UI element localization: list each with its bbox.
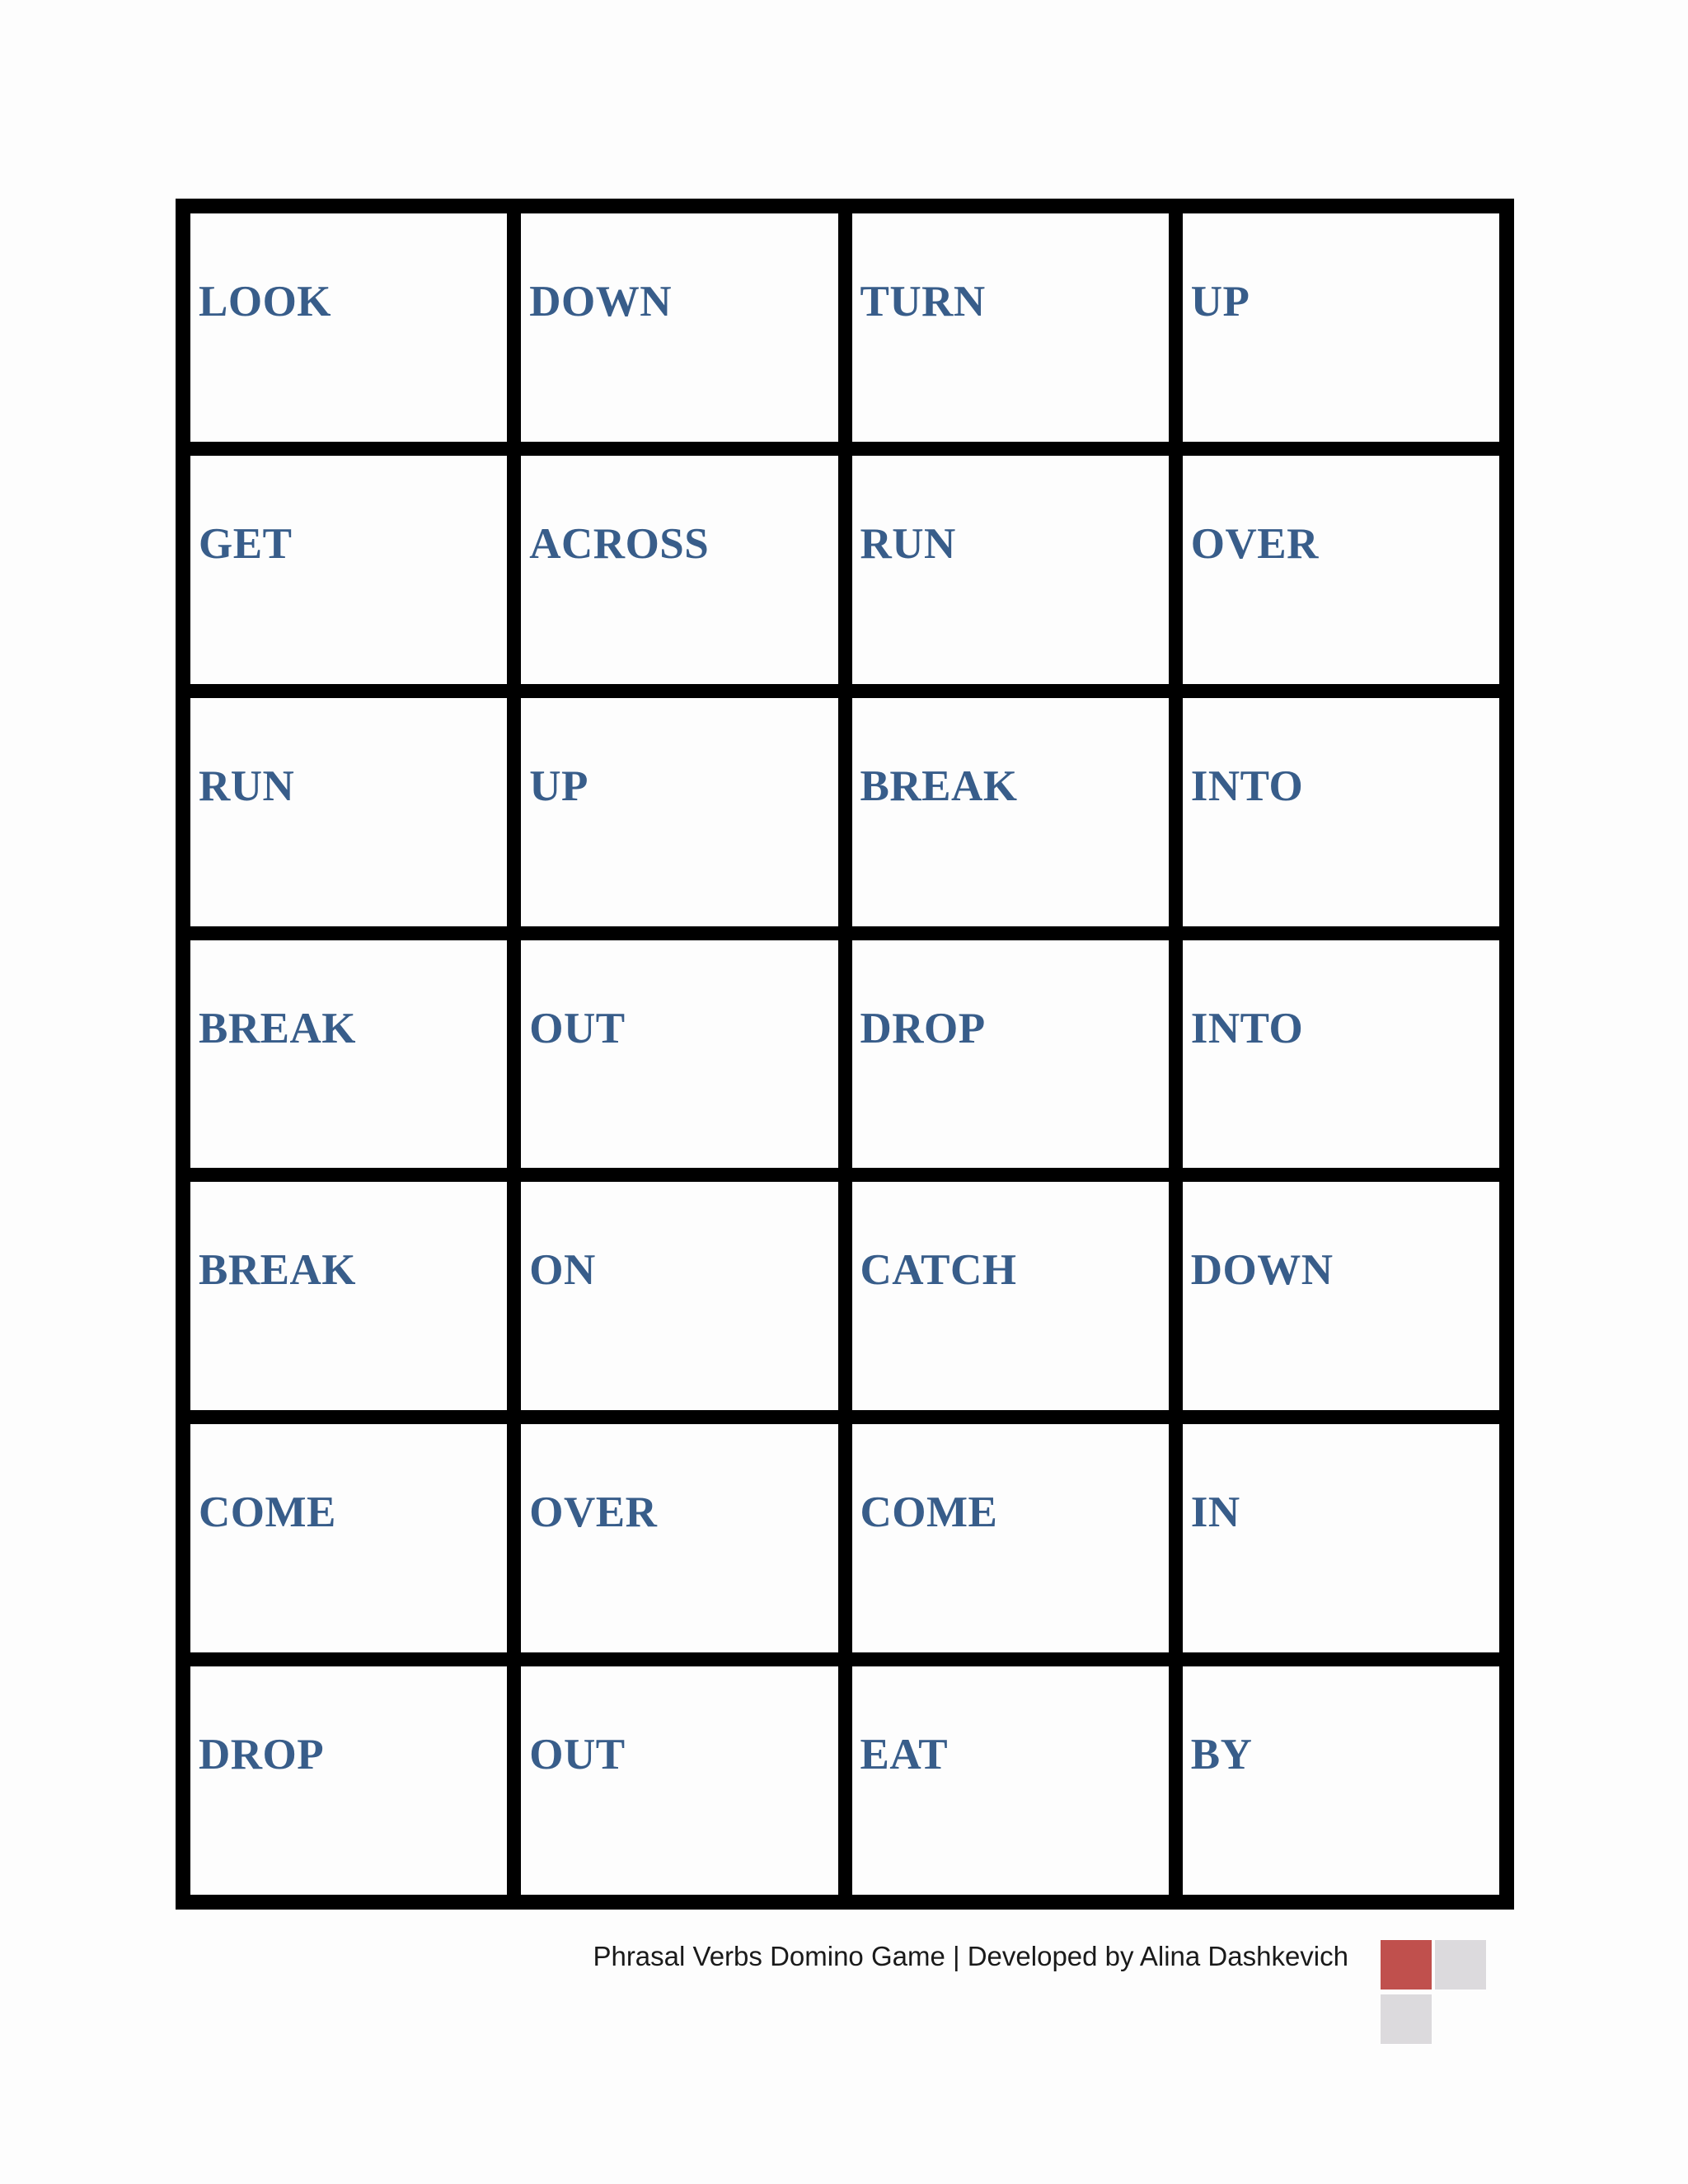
domino-cell bbox=[852, 940, 1169, 1169]
cell-word: DOWN bbox=[1190, 1246, 1334, 1295]
domino-cell bbox=[521, 698, 837, 926]
cell-word: RUN bbox=[199, 762, 295, 810]
cell-word: RUN bbox=[860, 519, 956, 568]
domino-cell bbox=[1183, 940, 1499, 1169]
domino-cell bbox=[521, 213, 837, 442]
cell-word: OVER bbox=[529, 1488, 658, 1537]
domino-cell bbox=[1183, 1666, 1499, 1895]
footer-credit: Phrasal Verbs Domino Game | Developed by Alina Dashkevich bbox=[593, 1941, 1348, 1971]
cell-word: DOWN bbox=[529, 278, 673, 326]
logo-red-square bbox=[1381, 1940, 1432, 1990]
cell-word: BREAK bbox=[860, 762, 1018, 810]
cell-word: GET bbox=[199, 519, 293, 568]
domino-cell bbox=[190, 1666, 507, 1895]
cell-word: COME bbox=[199, 1488, 336, 1537]
domino-cell bbox=[190, 1424, 507, 1652]
cell-word: OUT bbox=[529, 1731, 626, 1779]
domino-cell bbox=[852, 1666, 1169, 1895]
cell-word: DROP bbox=[860, 1004, 986, 1052]
domino-card-grid bbox=[176, 199, 1514, 1910]
cell-word: BREAK bbox=[199, 1004, 356, 1052]
domino-cell bbox=[190, 1182, 507, 1410]
domino-cell bbox=[521, 940, 837, 1169]
domino-cell bbox=[1183, 1182, 1499, 1410]
cell-word: EAT bbox=[860, 1731, 949, 1779]
domino-cell bbox=[852, 1182, 1169, 1410]
domino-cell bbox=[190, 213, 507, 442]
logo-gray-square bbox=[1381, 1994, 1432, 2044]
domino-cell bbox=[1183, 1424, 1499, 1652]
logo-gray-square bbox=[1435, 1940, 1486, 1990]
cell-word: COME bbox=[860, 1488, 998, 1537]
domino-cell bbox=[852, 213, 1169, 442]
domino-cell bbox=[521, 1182, 837, 1410]
cell-word: ACROSS bbox=[529, 519, 710, 568]
cell-word: INTO bbox=[1190, 1004, 1304, 1052]
cell-word: INTO bbox=[1190, 762, 1304, 810]
cell-word: OVER bbox=[1190, 519, 1319, 568]
cell-word: LOOK bbox=[199, 278, 332, 326]
cell-word: UP bbox=[1190, 278, 1250, 326]
cell-word: IN bbox=[1190, 1488, 1240, 1537]
domino-cell bbox=[190, 698, 507, 926]
cell-word: ON bbox=[529, 1246, 596, 1295]
cell-word: DROP bbox=[199, 1731, 325, 1779]
cell-word: BY bbox=[1190, 1731, 1253, 1779]
domino-cell bbox=[852, 1424, 1169, 1652]
domino-cell bbox=[852, 456, 1169, 684]
domino-cell bbox=[190, 456, 507, 684]
cell-word: TURN bbox=[860, 278, 986, 326]
domino-cell bbox=[852, 698, 1169, 926]
domino-cell bbox=[1183, 456, 1499, 684]
domino-cell bbox=[521, 456, 837, 684]
domino-cell bbox=[521, 1666, 837, 1895]
cell-word: OUT bbox=[529, 1004, 626, 1052]
cell-word: BREAK bbox=[199, 1246, 356, 1295]
domino-cell bbox=[1183, 213, 1499, 442]
cell-word: UP bbox=[529, 762, 588, 810]
domino-cell bbox=[521, 1424, 837, 1652]
logo-squares-icon bbox=[1381, 1940, 1486, 2044]
domino-cell bbox=[1183, 698, 1499, 926]
cell-word: CATCH bbox=[860, 1246, 1017, 1295]
domino-cell bbox=[190, 940, 507, 1169]
